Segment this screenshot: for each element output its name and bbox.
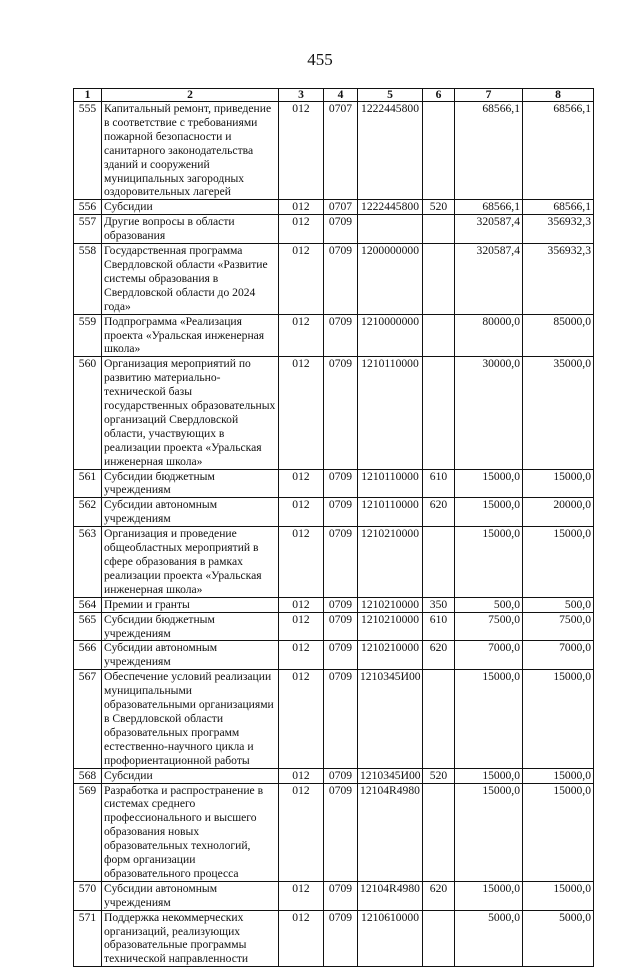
row-number: 561 xyxy=(74,469,102,498)
section-code: 0709 xyxy=(324,881,358,910)
admin-code: 012 xyxy=(279,314,324,357)
header-col-8: 8 xyxy=(523,89,594,102)
row-name: Организация и проведение общеобластных мероприятий в сфере образования в рамках реализации проекта «Уральская инженерная школа» xyxy=(102,527,279,598)
target-article-code: 1210210000 xyxy=(358,597,423,612)
target-article-code: 1222445800 xyxy=(358,200,423,215)
expense-type-code: 620 xyxy=(423,881,455,910)
target-article-code: 1210345И00 xyxy=(358,768,423,783)
table-row xyxy=(74,768,594,783)
admin-code: 012 xyxy=(279,244,324,315)
amount-year-2: 15000,0 xyxy=(523,670,594,768)
admin-code: 012 xyxy=(279,783,324,881)
expense-type-code xyxy=(423,314,455,357)
row-name: Подпрограмма «Реализация проекта «Уральская инженерная школа» xyxy=(102,314,279,357)
row-number: 565 xyxy=(74,612,102,641)
amount-year-1: 15000,0 xyxy=(455,469,523,498)
amount-year-1: 15000,0 xyxy=(455,783,523,881)
expense-type-code xyxy=(423,670,455,768)
amount-year-2: 5000,0 xyxy=(523,910,594,967)
admin-code: 012 xyxy=(279,910,324,967)
row-name: Разработка и распространение в системах среднего профессионального и высшего образования новых образовательных технологий, форм организации образовательного процесса xyxy=(102,783,279,881)
table-row xyxy=(74,597,594,612)
table-row xyxy=(74,314,594,357)
amount-year-1: 15000,0 xyxy=(455,498,523,527)
amount-year-2: 15000,0 xyxy=(523,469,594,498)
amount-year-1: 68566,1 xyxy=(455,200,523,215)
amount-year-2: 20000,0 xyxy=(523,498,594,527)
row-name: Капитальный ремонт, приведение в соответствие с требованиями пожарной безопасности и санитарного законодательства зданий и сооружений муниципальных загородных оздоровительных лагерей xyxy=(102,102,279,200)
section-code: 0709 xyxy=(324,910,358,967)
budget-table xyxy=(73,88,594,967)
row-name: Субсидии автономным учреждениям xyxy=(102,498,279,527)
expense-type-code xyxy=(423,357,455,469)
expense-type-code xyxy=(423,783,455,881)
table-row xyxy=(74,641,594,670)
target-article-code: 1210210000 xyxy=(358,527,423,598)
target-article-code: 1200000000 xyxy=(358,244,423,315)
row-name: Другие вопросы в области образования xyxy=(102,215,279,244)
admin-code: 012 xyxy=(279,215,324,244)
row-name: Субсидии бюджетным учреждениям xyxy=(102,612,279,641)
row-number: 559 xyxy=(74,314,102,357)
amount-year-2: 356932,3 xyxy=(523,244,594,315)
section-code: 0707 xyxy=(324,102,358,200)
target-article-code xyxy=(358,215,423,244)
header-col-5: 5 xyxy=(358,89,423,102)
admin-code: 012 xyxy=(279,498,324,527)
amount-year-2: 85000,0 xyxy=(523,314,594,357)
admin-code: 012 xyxy=(279,641,324,670)
expense-type-code: 610 xyxy=(423,612,455,641)
table-row xyxy=(74,200,594,215)
admin-code: 012 xyxy=(279,612,324,641)
amount-year-2: 68566,1 xyxy=(523,102,594,200)
amount-year-2: 15000,0 xyxy=(523,783,594,881)
row-number: 568 xyxy=(74,768,102,783)
admin-code: 012 xyxy=(279,469,324,498)
expense-type-code xyxy=(423,910,455,967)
target-article-code: 1210000000 xyxy=(358,314,423,357)
expense-type-code xyxy=(423,102,455,200)
table-row xyxy=(74,612,594,641)
section-code: 0709 xyxy=(324,783,358,881)
section-code: 0709 xyxy=(324,357,358,469)
row-name: Премии и гранты xyxy=(102,597,279,612)
amount-year-2: 356932,3 xyxy=(523,215,594,244)
header-col-1: 1 xyxy=(74,89,102,102)
section-code: 0709 xyxy=(324,314,358,357)
row-number: 564 xyxy=(74,597,102,612)
row-number: 562 xyxy=(74,498,102,527)
amount-year-1: 68566,1 xyxy=(455,102,523,200)
table-row xyxy=(74,215,594,244)
section-code: 0709 xyxy=(324,215,358,244)
table-row xyxy=(74,357,594,469)
row-name: Организация мероприятий по развитию материально-технической базы государственных образовательных организаций Свердловской области, участвующих в реализации проекта «Уральская инженерная школа» xyxy=(102,357,279,469)
amount-year-1: 15000,0 xyxy=(455,768,523,783)
amount-year-1: 500,0 xyxy=(455,597,523,612)
row-name: Субсидии xyxy=(102,768,279,783)
expense-type-code: 610 xyxy=(423,469,455,498)
target-article-code: 1210110000 xyxy=(358,498,423,527)
section-code: 0709 xyxy=(324,527,358,598)
expense-type-code: 520 xyxy=(423,200,455,215)
admin-code: 012 xyxy=(279,597,324,612)
row-number: 566 xyxy=(74,641,102,670)
admin-code: 012 xyxy=(279,357,324,469)
amount-year-2: 15000,0 xyxy=(523,768,594,783)
amount-year-1: 15000,0 xyxy=(455,881,523,910)
page-number: 455 xyxy=(307,50,333,69)
amount-year-2: 35000,0 xyxy=(523,357,594,469)
table-row xyxy=(74,102,594,200)
row-name: Субсидии автономным учреждениям xyxy=(102,641,279,670)
target-article-code: 12104R4980 xyxy=(358,881,423,910)
admin-code: 012 xyxy=(279,768,324,783)
expense-type-code: 620 xyxy=(423,498,455,527)
table-row xyxy=(74,670,594,768)
target-article-code: 1210345И00 xyxy=(358,670,423,768)
row-name: Государственная программа Свердловской области «Развитие системы образования в Свердловской области до 2024 года» xyxy=(102,244,279,315)
amount-year-1: 7000,0 xyxy=(455,641,523,670)
header-col-3: 3 xyxy=(279,89,324,102)
amount-year-2: 68566,1 xyxy=(523,200,594,215)
row-number: 560 xyxy=(74,357,102,469)
section-code: 0707 xyxy=(324,200,358,215)
amount-year-2: 7000,0 xyxy=(523,641,594,670)
row-number: 569 xyxy=(74,783,102,881)
row-number: 567 xyxy=(74,670,102,768)
amount-year-2: 15000,0 xyxy=(523,527,594,598)
expense-type-code: 350 xyxy=(423,597,455,612)
target-article-code: 1210610000 xyxy=(358,910,423,967)
target-article-code: 12104R4980 xyxy=(358,783,423,881)
target-article-code: 1222445800 xyxy=(358,102,423,200)
table-row xyxy=(74,498,594,527)
amount-year-1: 320587,4 xyxy=(455,244,523,315)
header-col-2: 2 xyxy=(102,89,279,102)
amount-year-1: 15000,0 xyxy=(455,527,523,598)
table-row xyxy=(74,881,594,910)
expense-type-code xyxy=(423,215,455,244)
amount-year-2: 500,0 xyxy=(523,597,594,612)
admin-code: 012 xyxy=(279,670,324,768)
table-row xyxy=(74,469,594,498)
header-col-6: 6 xyxy=(423,89,455,102)
amount-year-1: 15000,0 xyxy=(455,670,523,768)
admin-code: 012 xyxy=(279,881,324,910)
admin-code: 012 xyxy=(279,200,324,215)
row-number: 557 xyxy=(74,215,102,244)
row-name: Поддержка некоммерческих организаций, реализующих образовательные программы технической направленности xyxy=(102,910,279,967)
amount-year-1: 5000,0 xyxy=(455,910,523,967)
amount-year-1: 7500,0 xyxy=(455,612,523,641)
amount-year-1: 30000,0 xyxy=(455,357,523,469)
target-article-code: 1210210000 xyxy=(358,612,423,641)
expense-type-code: 620 xyxy=(423,641,455,670)
row-name: Обеспечение условий реализации муниципальными образовательными организациями в Свердловской области образовательных программ естественно-научного цикла и профориентационной работы xyxy=(102,670,279,768)
row-number: 555 xyxy=(74,102,102,200)
target-article-code: 1210110000 xyxy=(358,469,423,498)
admin-code: 012 xyxy=(279,102,324,200)
expense-type-code xyxy=(423,527,455,598)
expense-type-code xyxy=(423,244,455,315)
row-number: 556 xyxy=(74,200,102,215)
row-number: 570 xyxy=(74,881,102,910)
section-code: 0709 xyxy=(324,670,358,768)
table-row xyxy=(74,910,594,967)
header-row xyxy=(74,89,594,102)
section-code: 0709 xyxy=(324,612,358,641)
section-code: 0709 xyxy=(324,244,358,315)
header-col-7: 7 xyxy=(455,89,523,102)
row-name: Субсидии автономным учреждениям xyxy=(102,881,279,910)
section-code: 0709 xyxy=(324,498,358,527)
target-article-code: 1210110000 xyxy=(358,357,423,469)
admin-code: 012 xyxy=(279,527,324,598)
target-article-code: 1210210000 xyxy=(358,641,423,670)
table-row xyxy=(74,244,594,315)
amount-year-2: 15000,0 xyxy=(523,881,594,910)
row-number: 571 xyxy=(74,910,102,967)
amount-year-1: 320587,4 xyxy=(455,215,523,244)
row-number: 558 xyxy=(74,244,102,315)
row-name: Субсидии xyxy=(102,200,279,215)
amount-year-2: 7500,0 xyxy=(523,612,594,641)
section-code: 0709 xyxy=(324,768,358,783)
table-row xyxy=(74,527,594,598)
expense-type-code: 520 xyxy=(423,768,455,783)
section-code: 0709 xyxy=(324,641,358,670)
section-code: 0709 xyxy=(324,469,358,498)
amount-year-1: 80000,0 xyxy=(455,314,523,357)
row-name: Субсидии бюджетным учреждениям xyxy=(102,469,279,498)
header-col-4: 4 xyxy=(324,89,358,102)
section-code: 0709 xyxy=(324,597,358,612)
table-row xyxy=(74,783,594,881)
row-number: 563 xyxy=(74,527,102,598)
